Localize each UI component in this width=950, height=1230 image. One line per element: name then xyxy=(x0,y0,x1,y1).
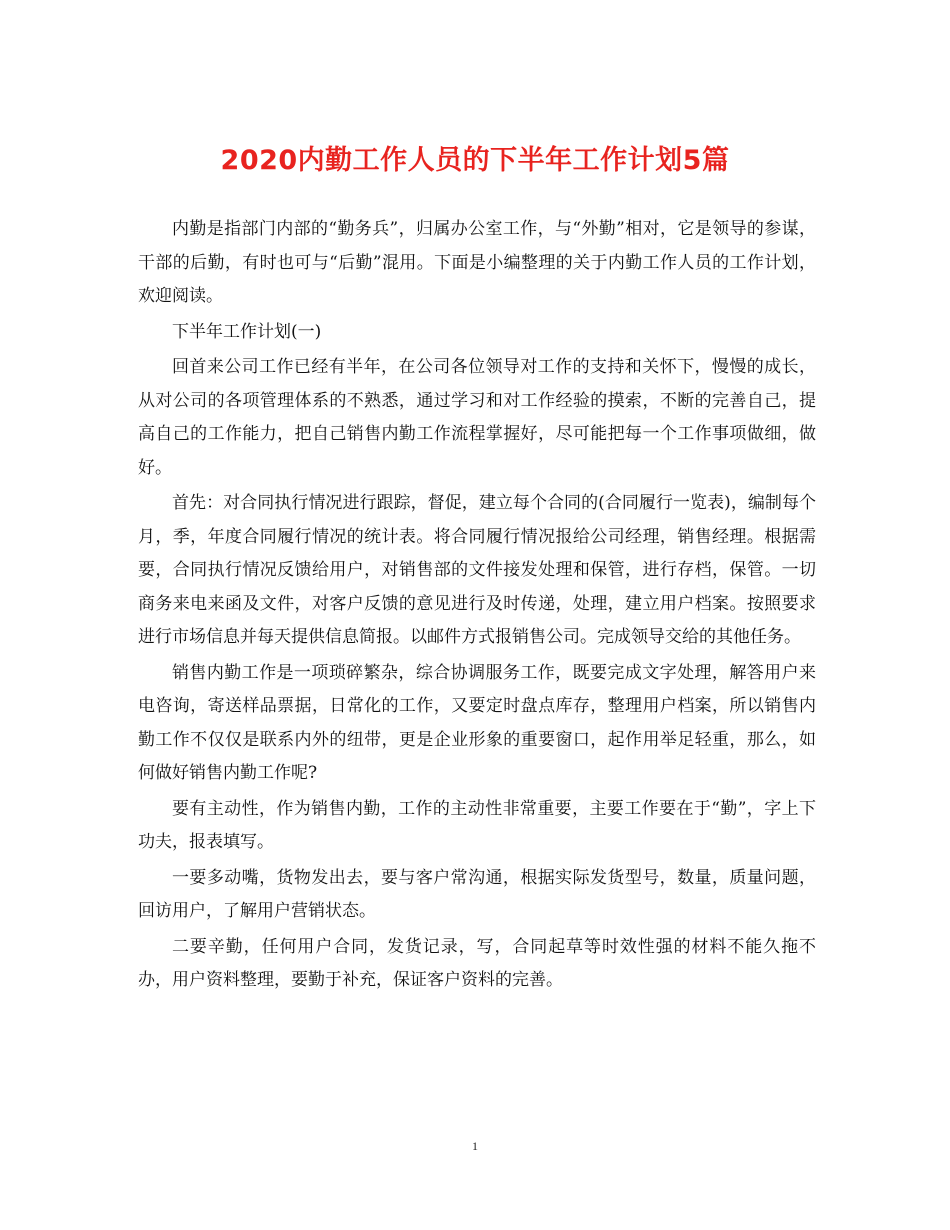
paragraph-review: 回首来公司工作已经有半年，在公司各位领导对工作的支持和关怀下，慢慢的成长，从对公司的各项管理体系的不熟悉，通过学习和对工作经验的摸索，不断的完善自己，提高自己的工作能力，把自己销售内勤工作流程掌握好，尽可能把每一个工作事项做细，做好。 xyxy=(138,357,816,478)
paragraph-initiative: 要有主动性，作为销售内勤，工作的主动性非常重要，主要工作要在于“勤”，字上下功夫，报表填写。 xyxy=(138,798,816,852)
document-title: 2020内勤工作人员的下半年工作计划5篇 xyxy=(220,145,730,176)
paragraph-contract-tracking: 首先：对合同执行情况进行跟踪，督促，建立每个合同的(合同履行一览表)，编制每个月，季，年度合同履行情况的统计表。将合同履行情况报给公司经理，销售经理。根据需要，合同执行情况反馈给用户，对销售部的文件接发处理和保管，进行存档，保管。一切商务来电来函及文件，对客户反馈的意见进行及时传递，处理，建立用户档案。按照要求进行市场信息并每天提供信息简报。以邮件方式报销售公司。完成领导交给的其他任务。 xyxy=(138,493,816,647)
page-number: 1 xyxy=(472,1139,478,1153)
paragraph-sales-support: 销售内勤工作是一项琐碎繁杂，综合协调服务工作，既要完成文字处理，解答用户来电咨询，寄送样品票据，日常化的工作，又要定时盘点库存，整理用户档案，所以销售内勤工作不仅仅是联系内外的纽带，更是企业形象的重要窗口，起作用举足轻重，那么，如何做好销售内勤工作呢? xyxy=(138,662,816,783)
paragraph-section-heading: 下半年工作计划(一) xyxy=(172,321,322,342)
paragraph-intro: 内勤是指部门内部的“勤务兵”，归属办公室工作，与“外勤”相对，它是领导的参谋，干部的后勤，有时也可与“后勤”混用。下面是小编整理的关于内勤工作人员的工作计划，欢迎阅读。 xyxy=(138,219,816,306)
paragraph-communication: 一要多动嘴，货物发出去，要与客户常沟通，根据实际发货型号，数量，质量问题，回访用户，了解用户营销状态。 xyxy=(138,867,816,921)
document-body xyxy=(138,213,816,1000)
paragraph-diligence: 二要辛勤，任何用户合同，发货记录，写，合同起草等时效性强的材料不能久拖不办，用户资料整理，要勤于补充，保证客户资料的完善。 xyxy=(138,936,816,990)
